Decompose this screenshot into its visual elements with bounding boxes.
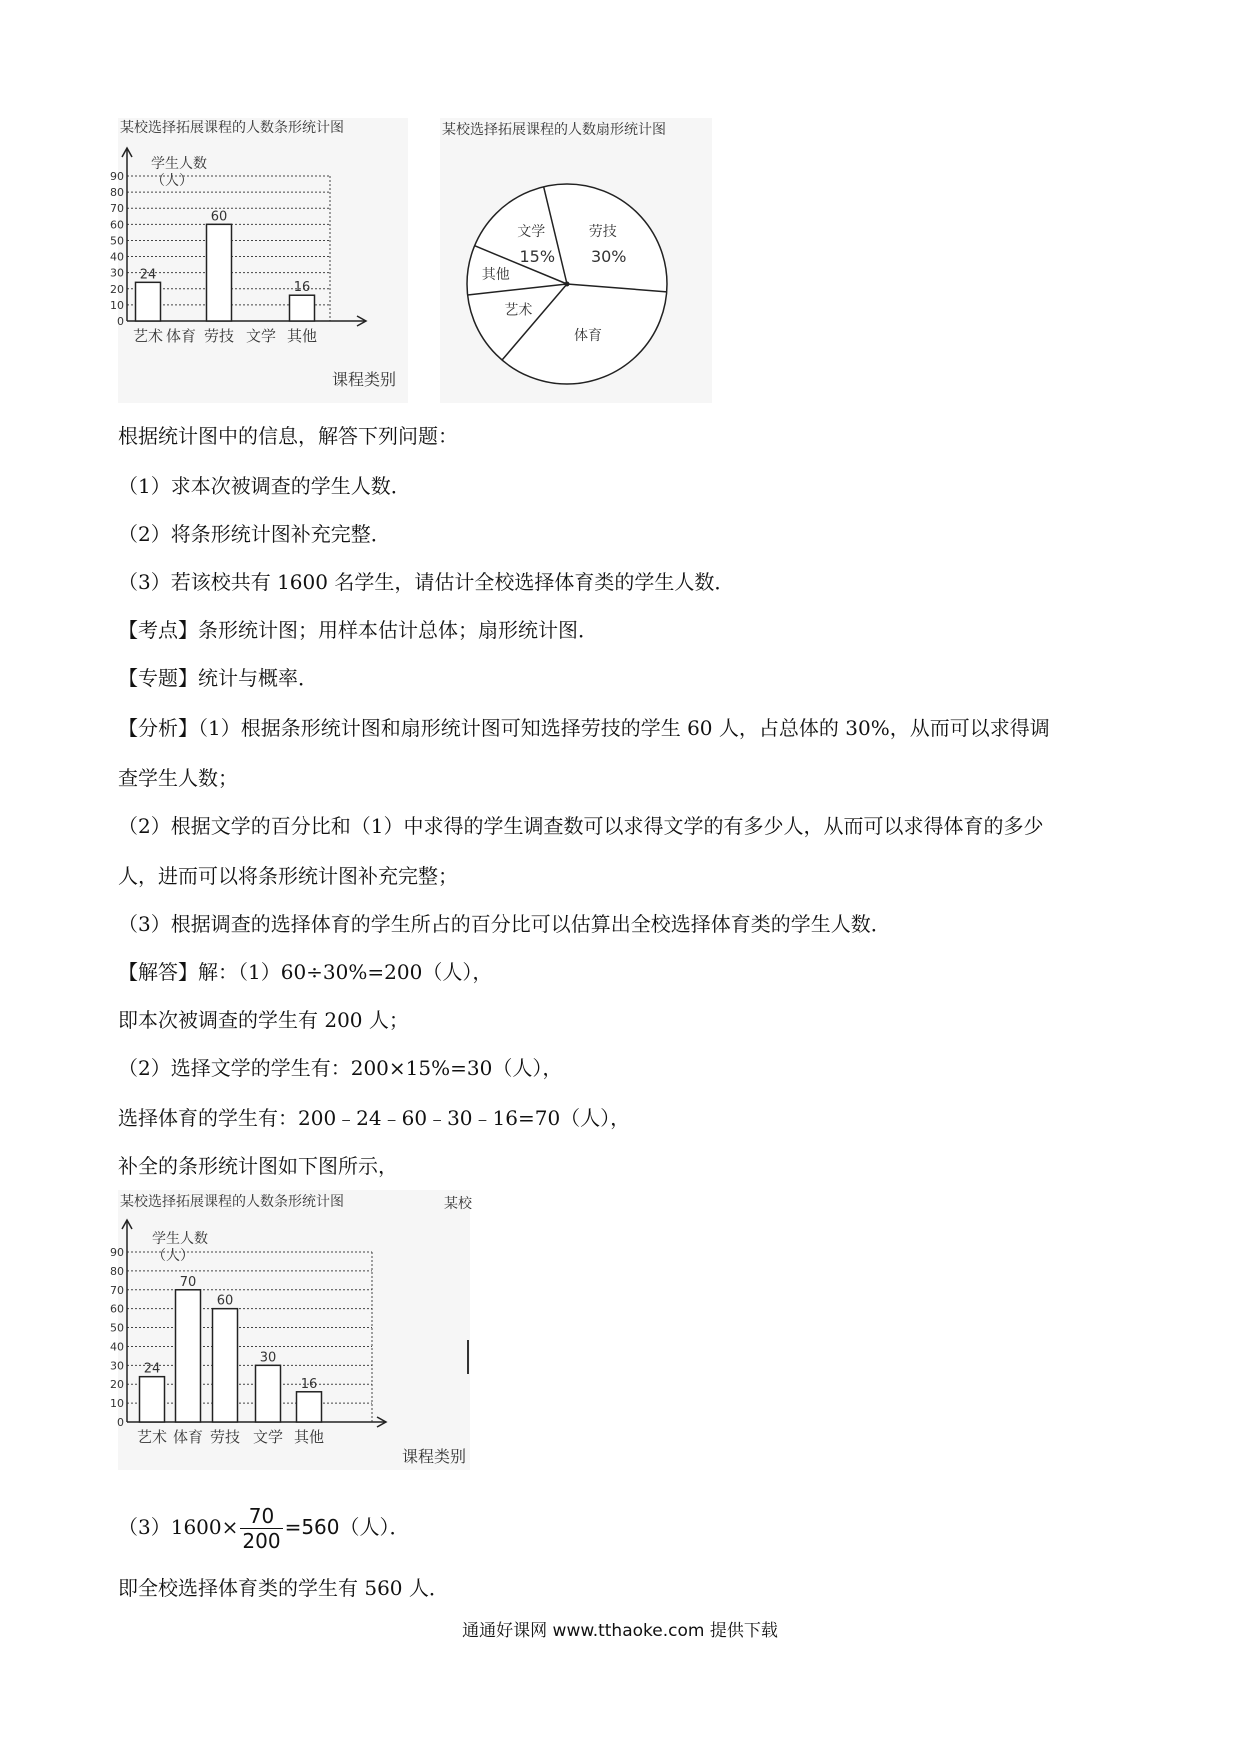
analysis-line-1: 【分析】（1）根据条形统计图和扇形统计图可知选择劳技的学生 60 人，占总体的 30%，从而可以求得调 — [118, 716, 1050, 740]
bar1-y-tick-label: 80 — [110, 186, 124, 200]
question-1: （1）求本次被调查的学生人数． — [118, 474, 411, 498]
pie-slice-label: 体育 — [574, 327, 603, 344]
analysis-line-5: （3）根据调查的选择体育的学生所占的百分比可以估算出全校选择体育类的学生人数． — [118, 912, 891, 936]
pie-chart-svg — [440, 118, 712, 403]
bar1-y-tick-label: 30 — [110, 266, 124, 280]
question-2: （2）将条形统计图补充完整． — [118, 522, 391, 546]
pie-title: 某校选择拓展课程的人数扇形统计图 — [442, 122, 666, 138]
bar1-y-tick-label: 90 — [110, 170, 124, 183]
bar1-bar — [290, 295, 315, 321]
answer-line-3: （2）选择文学的学生有：200×15%=30（人）， — [118, 1056, 563, 1080]
bar1-data-label: 16 — [293, 280, 311, 296]
bar1-y-tick-label: 50 — [110, 234, 124, 248]
bar2-data-label: 30 — [259, 1350, 277, 1366]
bar-chart-original — [110, 118, 408, 403]
analysis-line-2: 查学生人数； — [118, 766, 238, 790]
bar1-y-tick-label: 10 — [110, 298, 124, 312]
bar1-y-tick-label: 0 — [117, 315, 124, 328]
bar1-x-axis-title: 课程类别 — [331, 370, 396, 389]
bar2-y-tick-label: 50 — [110, 1321, 124, 1335]
bar2-category-label: 体育 — [172, 1428, 204, 1446]
bar2-y-tick-label: 40 — [110, 1340, 124, 1354]
answer-line-2: 即本次被调查的学生有 200 人； — [118, 1008, 409, 1032]
formula-suffix: =560（人）． — [284, 1515, 410, 1539]
fraction-numerator: 70 — [240, 1504, 282, 1529]
bar2-y-axis-title: 学生人数 — [152, 1231, 208, 1247]
bar2-y-tick-label: 60 — [110, 1302, 124, 1316]
topic: 【专题】统计与概率． — [118, 666, 318, 690]
answer-line-6 — [118, 1504, 410, 1553]
bar2-bar — [256, 1365, 281, 1422]
bar1-category-label: 艺术 — [132, 327, 164, 345]
bar-chart-completed — [110, 1190, 472, 1470]
bar2-y-tick-label: 20 — [110, 1378, 124, 1392]
knowledge-point: 【考点】条形统计图；用样本估计总体；扇形统计图． — [118, 618, 598, 642]
bar2-y-tick-label: 30 — [110, 1359, 124, 1373]
bar1-y-tick-label: 70 — [110, 202, 124, 216]
bar2-data-label: 16 — [300, 1376, 318, 1392]
footer-credit: 通通好课网 www.tthaoke.com 提供下载 — [462, 1621, 778, 1641]
bar1-category-label: 体育 — [165, 327, 197, 345]
pie-slice-label: 其他 — [481, 266, 510, 283]
pie-slice-label: 艺术 — [504, 302, 533, 319]
bar2-y-tick-label: 10 — [110, 1397, 124, 1411]
bar2-y-axis-unit: （人） — [152, 1248, 194, 1264]
pie-slice-label: 劳技 — [588, 224, 617, 241]
bar1-category-label: 文学 — [245, 327, 277, 345]
bar2-category-label: 艺术 — [136, 1428, 168, 1446]
bar2-y-tick-label: 80 — [110, 1264, 124, 1278]
bar2-bar — [140, 1377, 165, 1422]
bar2-x-axis-title: 课程类别 — [401, 1447, 466, 1466]
bar1-category-label: 其他 — [286, 327, 318, 345]
bar-chart-original-svg — [110, 118, 408, 403]
bar2-bar — [176, 1290, 201, 1422]
pie-chart — [440, 118, 712, 403]
bar2-category-label: 文学 — [252, 1428, 284, 1446]
bar1-y-tick-label: 40 — [110, 250, 124, 264]
intro-line: 根据统计图中的信息，解答下列问题： — [118, 424, 458, 448]
pie-slice-percent: 15% — [519, 247, 556, 267]
fraction — [240, 1504, 282, 1553]
bar2-data-label: 60 — [216, 1293, 234, 1309]
pie-slice-label: 文学 — [517, 224, 546, 241]
bar1-title: 某校选择拓展课程的人数条形统计图 — [120, 120, 344, 136]
analysis-line-4: 人，进而可以将条形统计图补充完整； — [118, 864, 458, 888]
bar1-y-tick-label: 60 — [110, 218, 124, 232]
bar2-bar — [213, 1309, 238, 1422]
formula-prefix: （3）1600× — [118, 1515, 239, 1539]
question-3: （3）若该校共有 1600 名学生，请估计全校选择体育类的学生人数． — [118, 570, 735, 594]
bar2-cut-text: 某校 — [444, 1196, 472, 1212]
bar1-data-label: 24 — [139, 267, 157, 283]
bar2-data-label: 24 — [143, 1361, 161, 1377]
bar2-y-tick-label: 90 — [110, 1246, 124, 1259]
answer-line-4: 选择体育的学生有：200﹣24﹣60﹣30﹣16=70（人）， — [118, 1106, 631, 1130]
answer-line-1: 【解答】解：（1）60÷30%=200（人）， — [118, 960, 493, 984]
bar2-data-label: 70 — [179, 1274, 197, 1290]
bar1-bar — [136, 282, 161, 321]
bar1-bar — [207, 224, 232, 321]
pie-slice-percent: 30% — [590, 247, 627, 267]
fraction-denominator: 200 — [242, 1529, 281, 1553]
pie-center-dot — [565, 282, 570, 287]
bar1-category-label: 劳技 — [203, 327, 235, 345]
bar2-bar — [297, 1392, 322, 1422]
bar1-y-axis-title: 学生人数 — [151, 156, 207, 172]
bar1-data-label: 60 — [210, 209, 228, 225]
bar1-y-axis-unit: （人） — [151, 173, 193, 189]
answer-line-7: 即全校选择体育类的学生有 560 人． — [118, 1576, 449, 1600]
bar1-y-tick-label: 20 — [110, 282, 124, 296]
bar2-category-label: 其他 — [293, 1428, 325, 1446]
bar2-category-label: 劳技 — [209, 1428, 241, 1446]
bar2-y-tick-label: 70 — [110, 1283, 124, 1297]
bar2-title: 某校选择拓展课程的人数条形统计图 — [120, 1194, 344, 1210]
answer-line-5: 补全的条形统计图如下图所示， — [118, 1154, 398, 1178]
bar-chart-completed-svg — [110, 1190, 472, 1470]
analysis-line-3: （2）根据文学的百分比和（1）中求得的学生调查数可以求得文学的有多少人，从而可以求得体育的多少 — [118, 814, 1044, 838]
bar2-y-tick-label: 0 — [117, 1416, 124, 1429]
